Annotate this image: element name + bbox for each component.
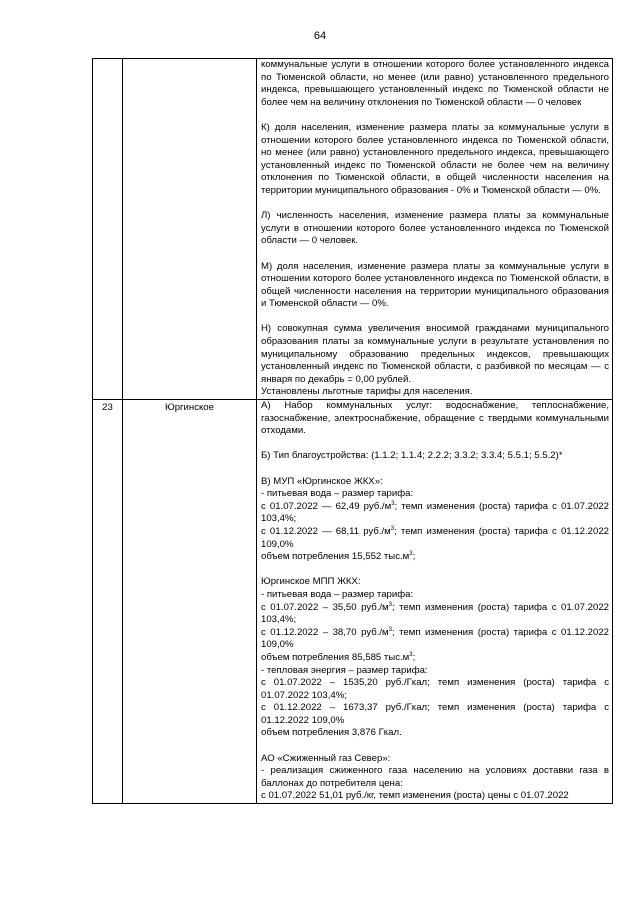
consumption-volume: объем потребления 3,876 Гкал.	[261, 727, 402, 739]
consumption-volume: объем потребления 15,552 $тыс.м^3$;	[261, 550, 416, 563]
consumption-volume: объем потребления 85,585 $тыс.м^3$;	[261, 651, 416, 663]
description-cell	[257, 400, 613, 804]
municipality-cell	[123, 400, 257, 804]
municipality-cell	[123, 59, 257, 400]
page-number: 64	[313, 30, 327, 42]
tariff-table	[92, 58, 613, 804]
paragraph: коммунальные услуги в отношении которого более установленного индекса по Тюменской области, но менее (или равно) установленного предельного индекса, превышающего установленный индекс по Тюменской области не более чем на величину отклонения по Тюменской области — 0 человек	[261, 59, 609, 108]
row-number-cell	[93, 59, 123, 400]
service-heat: - тепловая энергия – размер тарифа:	[261, 664, 428, 676]
municipality-name: Юргинское	[165, 402, 214, 414]
tariff-line: с 01.07.2022 – 35,50 $руб./м^3$; темп изменения (роста) тарифа с 01.07.2022 103,4%;	[261, 601, 609, 626]
paragraph: Н) совокупная сумма увеличения вносимой гражданами муниципального образования платы за коммунальные услуги в результате установления по муниципальному образованию предельных индексов, превышающих установленный индекс по Тюменской области, с разбивкой по месяцам — с января по декабрь = 0,00 рублей.	[261, 323, 609, 385]
tariff-line: с 01.07.2022 – 1535,20 руб./Гкал; темп изменения (роста) тарифа с 01.07.2022 103,4%;	[261, 677, 609, 701]
paragraph: Л) численность населения, изменение размера платы за коммунальные услуги в отношении которого более установленного индекса по Тюменской области — 0 человек.	[261, 210, 609, 247]
table-row	[93, 59, 613, 400]
service-water: - питьевая вода – размер тарифа:	[261, 488, 414, 500]
paragraph: К) доля населения, изменение размера платы за коммунальные услуги в отношении которого более установленного индекса по Тюменской области, но менее (или равно) установленного предельного индекса, превышающего установленный индекс по Тюменской области не более чем на величину отклонения по Тюменской области, в общей численности населения на территории муниципального образования - 0% и Тюменской области — 0%.	[261, 121, 609, 196]
paragraph: Установлены льготные тарифы для населения.	[261, 386, 473, 398]
supplier-title: АО «Сжиженный газ Север»:	[261, 752, 391, 764]
paragraph: М) доля населения, изменение размера платы за коммунальные услуги в отношении которого более установленного индекса по Тюменской области, в общей численности населения на территории муниципального образования и Тюменской области — 0%.	[261, 260, 609, 310]
service-water: - питьевая вода – размер тарифа:	[261, 588, 414, 600]
improvement-type: Б) Тип благоустройства: (1.1.2; 1.1.4; 2.2.2; 3.3.2; 3.3.4; 5.5.1; 5.5.2)*	[261, 450, 563, 462]
service-gas: - реализация сжиженного газа населению на условиях доставки газа в баллонах до потребителя цена:	[261, 765, 609, 789]
tariff-line: с 01.07.2022 — 62,49 $руб./м^3$; темп изменения (роста) тарифа с 01.07.2022 103,4%;	[261, 500, 609, 525]
tariff-line: с 01.12.2022 — 68,11 $руб./м^3$; темп изменения (роста) тарифа с 01.12.2022 109,0%	[261, 525, 609, 550]
tariff-line: с 01.07.2022 51,01 руб./кг, темп изменения (роста) цены с 01.07.2022	[261, 790, 569, 802]
row-number: 23	[102, 402, 113, 414]
row-number-cell	[93, 400, 123, 804]
tariff-line: с 01.12.2022 – 1673,37 руб./Гкал; темп изменения (роста) тарифа с 01.12.2022 109,0%	[261, 702, 609, 726]
services-set: А) Набор коммунальных услуг: водоснабжение, теплоснабжение, газоснабжение, электроснабжение, обращение с твердыми коммунальными отходами.	[261, 400, 609, 437]
supplier-title: Юргинское МПП ЖКХ:	[261, 576, 361, 588]
description-cell	[257, 59, 613, 400]
table-row	[93, 400, 613, 804]
tariff-line: с 01.12.2022 – 38,70 $руб./м^3$; темп изменения (роста) тарифа с 01.12.2022 109,0%	[261, 626, 609, 651]
supplier-title: В) МУП «Юргинское ЖКХ»:	[261, 475, 383, 487]
